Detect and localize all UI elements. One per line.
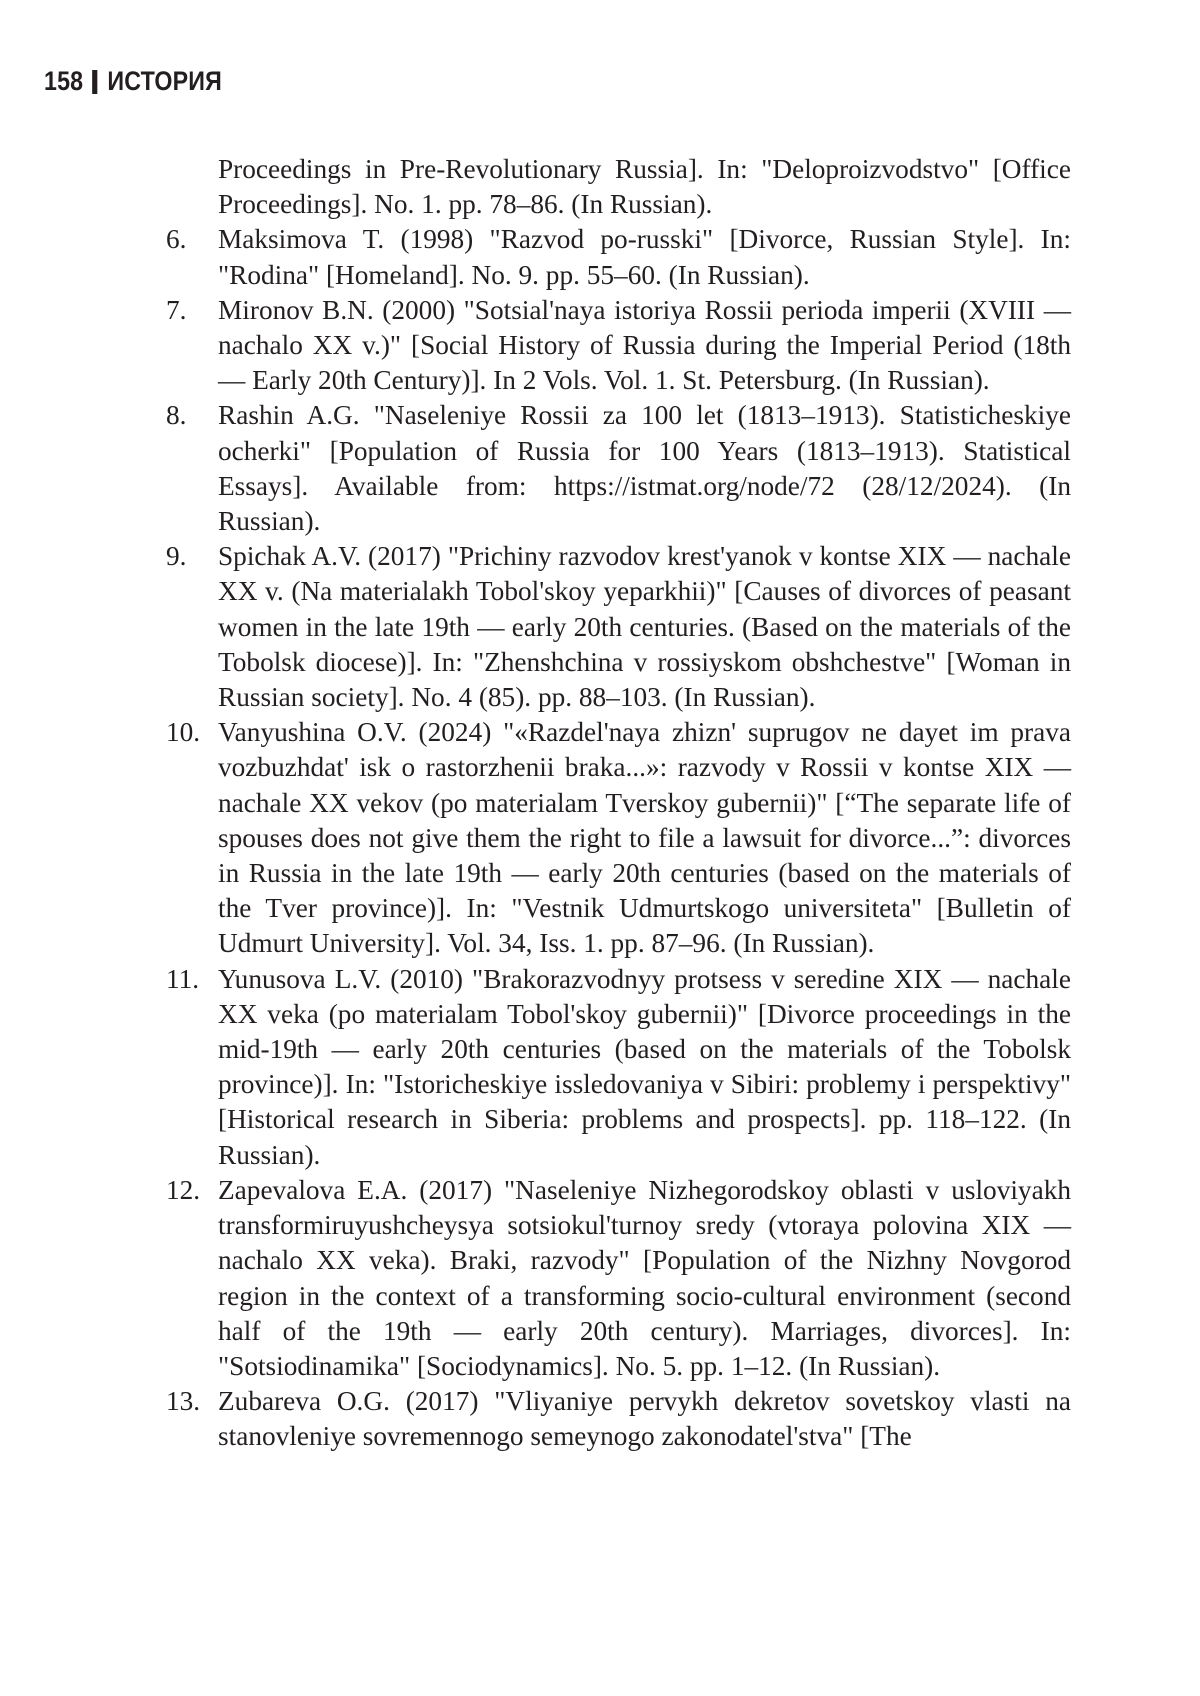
reference-item	[0, 152, 1200, 222]
reference-item	[0, 293, 1200, 399]
reference-number: 12.	[166, 1174, 201, 1205]
reference-item	[0, 1173, 1200, 1384]
reference-number: 6.	[166, 224, 187, 255]
reference-text: Zubareva O.G. (2017) "Vliyaniye pervykh dekretov sovetskoy vlasti na stanovleniye sovremennogo semeynogo zakonodatel'stva" [The	[218, 1386, 1071, 1452]
section-title: ИСТОРИЯ	[107, 66, 222, 96]
reference-number: 7.	[166, 294, 187, 325]
reference-item	[0, 539, 1200, 715]
page-number: 158	[44, 66, 84, 96]
reference-text: Spichak A.V. (2017) "Prichiny razvodov krest'yanok v kontse XIX — nachale XX v. (Na materialakh Tobol'skoy yeparkhii)" [Causes of divorces of peasant women in the late 19th — early 20th centuries. (Based on the materials of the Tobolsk diocese)]. In: "Zhenshchina v rossiyskom obshchestve" [Woman in Russian society]. No. 4 (85). pp. 88–103. (In Russian).	[218, 541, 1071, 713]
reference-text: Mironov B.N. (2000) "Sotsial'naya istoriya Rossii perioda imperii (XVIII — nachalo XX v.)" [Social History of Russia during the Imperial Period (18th — Early 20th Century)]. In 2 Vols. Vol. 1. St. Petersburg. (In Russian).	[218, 294, 1071, 396]
reference-item	[0, 398, 1200, 539]
reference-item	[0, 962, 1200, 1173]
separator-bar	[92, 70, 97, 94]
reference-item	[0, 715, 1200, 961]
running-head	[44, 66, 222, 97]
reference-number: 9.	[166, 541, 187, 572]
reference-text: Vanyushina O.V. (2024) "«Razdel'naya zhizn' suprugov ne dayet im prava vozbuzhdat' isk o rastorzhenii braka...»: razvody v Rossii v kontse XIX — nachale XX vekov (po materialam Tverskoy gubernii)" [“The separate life of spouses does not give them the right to file a lawsuit for divorce...”: divorces in Russia in the late 19th — early 20th centuries (based on the materials of the Tver province)]. In: "Vestnik Udmurtskogo universiteta" [Bulletin of Udmurt University]. Vol. 34, Iss. 1. pp. 87–96. (In Russian).	[218, 717, 1071, 959]
reference-number: 8.	[166, 400, 187, 431]
reference-text: Proceedings in Pre-Revolutionary Russia]. In: "Deloproizvodstvo" [Office Proceedings]. No. 1. pp. 78–86. (In Russian).	[218, 154, 1071, 220]
reference-item	[0, 1384, 1200, 1454]
reference-text: Zapevalova E.A. (2017) "Naseleniye Nizhegorodskoy oblasti v usloviyakh transformiruyushcheysya sotsiokul'turnoy sredy (vtoraya polovina XIX — nachalo XX veka). Braki, razvody" [Population of the Nizhny Novgorod region in the context of a transforming socio-cultural environment (second half of the 19th — early 20th century). Marriages, divorces]. In: "Sotsiodinamika" [Sociodynamics]. No. 5. pp. 1–12. (In Russian).	[218, 1174, 1071, 1381]
reference-text: Yunusova L.V. (2010) "Brakorazvodnyy protsess v seredine XIX — nachale XX veka (po materialam Tobol'skoy gubernii)" [Divorce proceedings in the mid-19th — early 20th centuries (based on the materials of the Tobolsk province)]. In: "Istoricheskiye issledovaniya v Sibiri: problemy i perspektivy" [Historical research in Siberia: problems and prospects]. pp. 118–122. (In Russian).	[218, 963, 1071, 1170]
reference-item	[0, 222, 1200, 292]
reference-text: Maksimova T. (1998) "Razvod po-russki" [Divorce, Russian Style]. In: "Rodina" [Homeland]. No. 9. pp. 55–60. (In Russian).	[218, 224, 1071, 290]
reference-text: Rashin A.G. "Naseleniye Rossii za 100 let (1813–1913). Statisticheskiye ocherki" [Population of Russia for 100 Years (1813–1913). Statistical Essays]. Available from: https://istmat.org/node/72 (28/12/2024). (In Russian).	[218, 400, 1071, 537]
reference-number: 11.	[166, 963, 200, 994]
reference-number: 10.	[166, 717, 201, 748]
reference-list	[0, 152, 1200, 1455]
reference-number: 13.	[166, 1386, 201, 1417]
